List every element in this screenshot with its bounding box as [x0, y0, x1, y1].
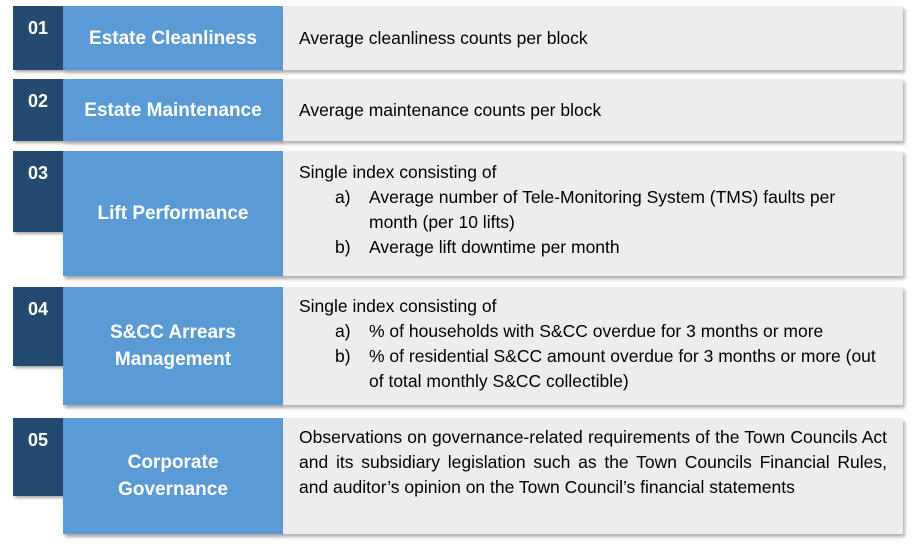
- category-label-text: S&CC Arrears Management: [109, 322, 236, 370]
- category-label-text: Corporate Governance: [118, 452, 228, 500]
- category-label: [63, 418, 283, 534]
- indicator-row-01: [0, 6, 922, 70]
- description-panel: [283, 79, 903, 141]
- category-label-text: Estate Maintenance: [84, 99, 262, 121]
- description-text: Observations on governance-related requirements of the Town Councils Act and its subsidiary legislation such as the Town Councils Financial Rules, and auditor’s opinion on the Town Council’s financial statements: [299, 427, 887, 497]
- category-label-text: Estate Cleanliness: [89, 27, 257, 49]
- description-intro: Single index consisting of: [299, 162, 497, 182]
- description-text: Average cleanliness counts per block: [299, 27, 588, 48]
- list-item-text: % of residential S&CC amount overdue for 3 months or more (out of total monthly S&CC collectible): [369, 346, 876, 391]
- list-item-text: Average lift downtime per month: [369, 237, 620, 257]
- list-item: [299, 319, 887, 344]
- row-number-badge: 05: [13, 418, 63, 496]
- row-number-badge: 03: [13, 151, 63, 232]
- list-marker: a): [335, 187, 351, 207]
- row-number-badge: 02: [13, 79, 63, 141]
- row-number-badge: 04: [13, 287, 63, 366]
- description-text: Average maintenance counts per block: [299, 99, 602, 120]
- list-marker: b): [335, 237, 351, 257]
- list-item-text: % of households with S&CC overdue for 3 months or more: [369, 321, 824, 341]
- category-label: [63, 151, 283, 276]
- list-marker: b): [335, 346, 351, 366]
- indicator-row-03: [0, 151, 922, 276]
- indicator-row-02: [0, 79, 922, 141]
- list-item-text: Average number of Tele-Monitoring System (TMS) faults per month (per 10 lifts): [369, 187, 836, 232]
- list-item: [299, 185, 887, 235]
- list-marker: a): [335, 321, 351, 341]
- description-panel: [283, 418, 903, 534]
- indicator-row-05: [0, 418, 922, 534]
- description-intro: Single index consisting of: [299, 296, 497, 316]
- category-label: [63, 287, 283, 405]
- category-label: [63, 79, 283, 141]
- indicator-row-04: [0, 287, 922, 405]
- description-panel: [283, 287, 903, 405]
- category-label-text: Lift Performance: [97, 203, 249, 224]
- category-label: [63, 6, 283, 70]
- description-panel: [283, 6, 903, 70]
- row-number-badge: 01: [13, 6, 63, 70]
- list-item: [299, 344, 887, 394]
- description-panel: [283, 151, 903, 276]
- list-item: [299, 235, 887, 260]
